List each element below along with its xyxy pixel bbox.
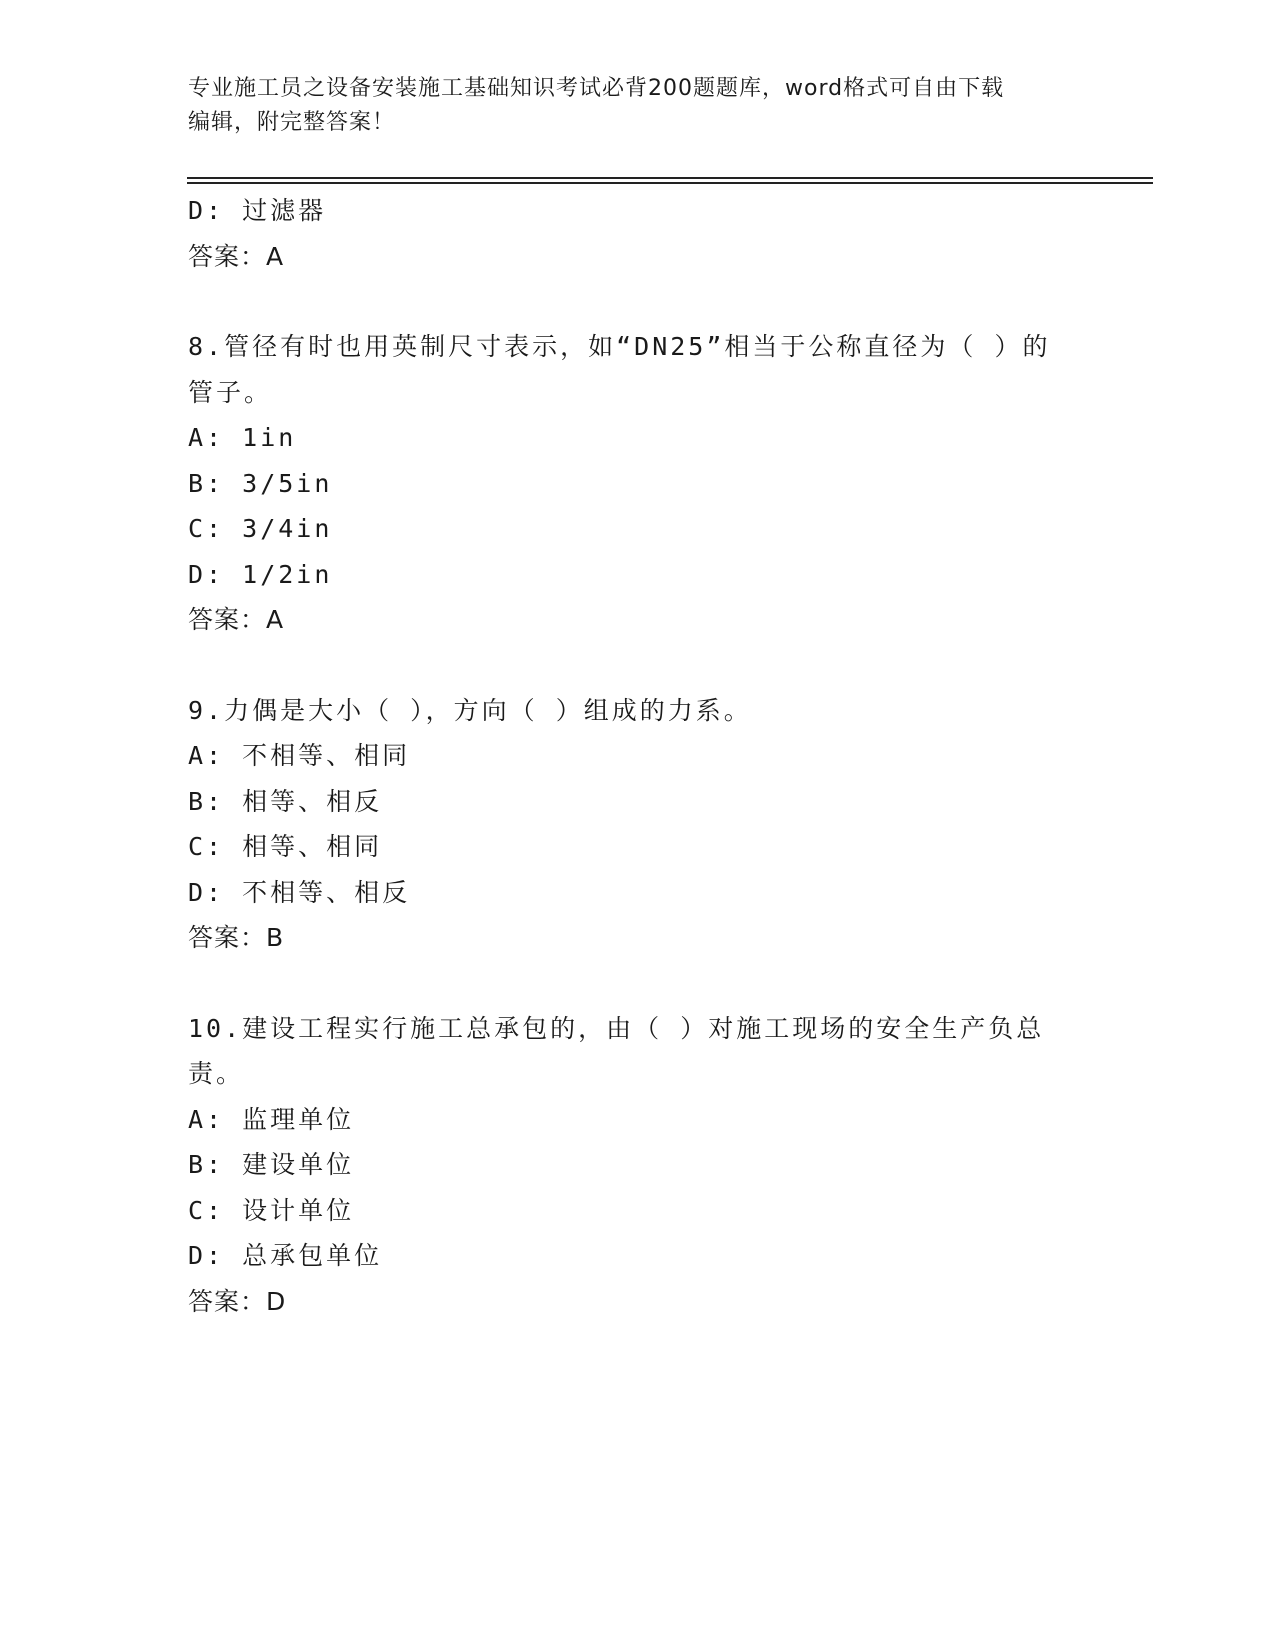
question-9 bbox=[188, 688, 1088, 961]
question-7-tail bbox=[188, 188, 1088, 279]
option-c: C: 3/4in bbox=[188, 514, 333, 543]
answer: 答案：A bbox=[188, 241, 285, 271]
option-b: B: 相等、相反 bbox=[188, 786, 383, 816]
option-d: D: 过滤器 bbox=[188, 196, 327, 225]
option-c: C: 相等、相同 bbox=[188, 832, 383, 861]
option-a: A: 1in bbox=[188, 423, 297, 452]
spacer bbox=[188, 279, 1088, 324]
question-list bbox=[188, 188, 1088, 1324]
option-b: B: 3/5in bbox=[188, 468, 333, 498]
header-title-line-2: 编辑，附完整答案！ bbox=[188, 110, 396, 135]
option-d: D: 总承包单位 bbox=[188, 1241, 383, 1270]
document-header bbox=[188, 72, 1068, 140]
question-text: 8.管径有时也用英制尺寸表示，如“DN25”相当于公称直径为（ ）的管子。 bbox=[188, 332, 1051, 407]
answer: 答案：A bbox=[188, 605, 285, 634]
option-c: C: 设计单位 bbox=[188, 1195, 355, 1225]
question-text: 10.建设工程实行施工总承包的，由（ ）对施工现场的安全生产负总责。 bbox=[188, 1013, 1045, 1088]
option-b: B: 建设单位 bbox=[188, 1150, 355, 1179]
header-title-line-1: 专业施工员之设备安装施工基础知识考试必背200题题库，word格式可自由下载 bbox=[188, 76, 1005, 101]
header-divider-top bbox=[187, 177, 1153, 179]
option-a: A: 不相等、相同 bbox=[188, 741, 411, 770]
spacer bbox=[188, 643, 1088, 688]
option-a: A: 监理单位 bbox=[188, 1104, 355, 1134]
question-10 bbox=[188, 1006, 1088, 1325]
spacer bbox=[188, 961, 1088, 1006]
answer: 答案：D bbox=[188, 1286, 287, 1316]
question-text: 9.力偶是大小（ ），方向（ ）组成的力系。 bbox=[188, 695, 752, 725]
option-d: D: 不相等、相反 bbox=[188, 877, 411, 907]
answer: 答案：B bbox=[188, 923, 285, 952]
question-8 bbox=[188, 324, 1088, 643]
header-divider-bottom bbox=[187, 182, 1153, 184]
option-d: D: 1/2in bbox=[188, 559, 333, 589]
